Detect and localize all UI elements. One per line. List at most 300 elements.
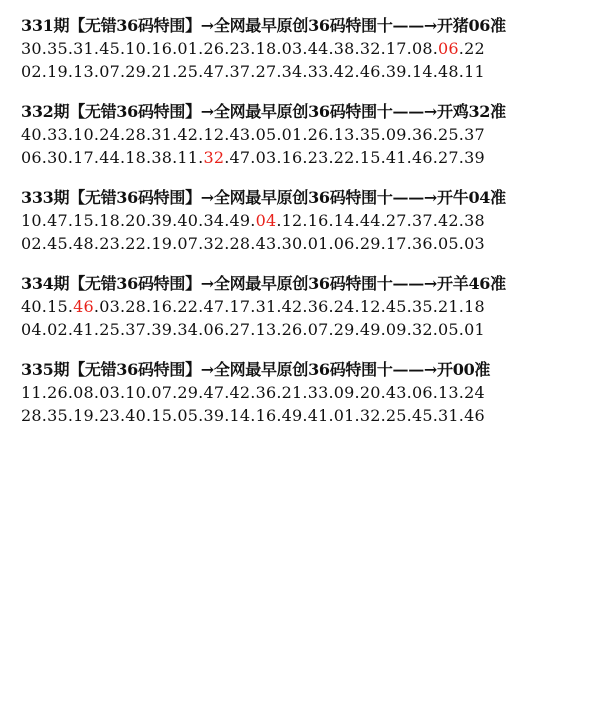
separator-dot: . (41, 234, 48, 253)
separator-dot: . (198, 320, 204, 339)
separator-dot: . (406, 62, 412, 81)
separator-dot: . (406, 211, 412, 230)
separator-dot: . (119, 62, 126, 81)
number-cell: 48 (438, 62, 459, 81)
separator-dot: . (250, 125, 256, 144)
number-cell: 29 (177, 383, 199, 402)
separator-dot: . (432, 406, 438, 425)
number-cell: 41 (73, 320, 94, 339)
separator-dot: . (458, 234, 465, 253)
separator-dot: . (67, 148, 74, 167)
number-cell: 43 (229, 125, 251, 144)
separator-dot: . (250, 297, 256, 316)
number-cell: 07 (99, 62, 120, 81)
hit-number: 06 (438, 39, 459, 58)
number-row (21, 123, 591, 146)
number-cell: 16 (307, 211, 329, 230)
separator-dot: . (250, 234, 256, 253)
number-cell: 07 (307, 320, 329, 339)
number-cell: 08 (73, 383, 94, 402)
number-cell: 41 (385, 148, 407, 167)
separator-dot: . (354, 148, 360, 167)
separator-dot: . (224, 39, 230, 58)
number-cell: 16 (151, 39, 173, 58)
separator-dot: . (380, 211, 386, 230)
number-row (21, 295, 591, 318)
separator-dot: . (146, 125, 152, 144)
hit-number: 32 (203, 148, 225, 167)
separator-dot: . (146, 320, 152, 339)
separator-dot: . (67, 39, 74, 58)
separator-dot: . (458, 125, 465, 144)
number-cell: 14 (333, 211, 355, 230)
separator-dot: . (93, 211, 100, 230)
separator-dot: . (119, 148, 126, 167)
separator-dot: . (276, 297, 282, 316)
number-cell: 39 (385, 62, 407, 81)
separator-dot: . (119, 406, 126, 425)
number-cell: 40 (21, 297, 42, 316)
number-cell: 37 (411, 211, 433, 230)
number-cell: 21 (151, 62, 173, 81)
number-cell: 23 (99, 406, 120, 425)
number-cell: 29 (359, 234, 381, 253)
number-cell: 42 (438, 211, 459, 230)
number-cell: 39 (151, 211, 173, 230)
number-cell: 28 (229, 234, 251, 253)
number-cell: 18 (125, 148, 147, 167)
number-cell: 15 (73, 211, 94, 230)
number-cell: 33 (307, 62, 329, 81)
separator-dot: . (406, 383, 412, 402)
number-cell: 36 (411, 234, 433, 253)
number-cell: 01 (333, 406, 355, 425)
separator-dot: . (432, 211, 438, 230)
number-cell: 27 (438, 148, 459, 167)
number-cell: 10 (73, 125, 94, 144)
separator-dot: . (198, 383, 204, 402)
separator-dot: . (302, 62, 308, 81)
number-row (21, 318, 591, 341)
number-cell: 36 (411, 125, 433, 144)
number-cell: 45 (47, 234, 68, 253)
separator-dot: . (172, 297, 178, 316)
number-cell: 18 (464, 297, 485, 316)
separator-dot: . (250, 148, 256, 167)
number-cell: 32 (359, 406, 381, 425)
separator-dot: . (328, 297, 334, 316)
separator-dot: . (93, 406, 100, 425)
separator-dot: . (276, 234, 282, 253)
separator-dot: . (172, 211, 178, 230)
number-cell: 05 (255, 125, 277, 144)
number-cell: 47 (203, 297, 225, 316)
number-cell: 06 (21, 148, 42, 167)
separator-dot: . (406, 234, 412, 253)
number-cell: 01 (281, 125, 303, 144)
separator-dot: . (302, 320, 308, 339)
separator-dot: . (224, 125, 230, 144)
number-cell: 27 (385, 211, 407, 230)
number-cell: 02 (21, 62, 42, 81)
number-cell: 37 (464, 125, 485, 144)
separator-dot: . (276, 39, 282, 58)
number-cell: 42 (229, 383, 251, 402)
number-cell: 15 (359, 148, 381, 167)
separator-dot: . (67, 406, 74, 425)
separator-dot: . (406, 320, 412, 339)
number-cell: 13 (255, 320, 277, 339)
number-cell: 21 (281, 383, 303, 402)
separator-dot: . (41, 297, 48, 316)
number-cell: 47 (203, 62, 225, 81)
number-cell: 12 (203, 125, 225, 144)
number-cell: 09 (385, 320, 407, 339)
number-cell: 20 (359, 383, 381, 402)
number-cell: 39 (464, 148, 485, 167)
separator-dot: . (432, 39, 438, 58)
number-cell: 03 (464, 234, 485, 253)
number-cell: 27 (255, 62, 277, 81)
number-cell: 11 (177, 148, 199, 167)
number-cell: 16 (255, 406, 277, 425)
number-cell: 05 (177, 406, 199, 425)
separator-dot: . (224, 297, 230, 316)
separator-dot: . (380, 125, 386, 144)
number-cell: 24 (333, 297, 355, 316)
number-cell: 17 (385, 39, 407, 58)
separator-dot: . (119, 125, 126, 144)
number-cell: 28 (125, 125, 147, 144)
number-cell: 11 (464, 62, 485, 81)
number-cell: 22 (464, 39, 485, 58)
number-cell: 16 (151, 297, 173, 316)
number-cell: 06 (203, 320, 225, 339)
number-cell: 03 (99, 297, 120, 316)
separator-dot: . (172, 383, 178, 402)
separator-dot: . (67, 211, 74, 230)
number-row (21, 60, 591, 83)
separator-dot: . (406, 297, 412, 316)
number-cell: 43 (385, 383, 407, 402)
separator-dot: . (119, 234, 126, 253)
separator-dot: . (250, 211, 256, 230)
number-cell: 45 (99, 39, 120, 58)
prediction-list (21, 14, 591, 444)
separator-dot: . (458, 383, 465, 402)
number-row (21, 209, 591, 232)
separator-dot: . (328, 234, 334, 253)
separator-dot: . (276, 62, 282, 81)
number-cell: 35 (411, 297, 433, 316)
number-cell: 22 (177, 297, 199, 316)
number-cell: 38 (464, 211, 485, 230)
separator-dot: . (328, 211, 334, 230)
separator-dot: . (458, 406, 465, 425)
number-cell: 25 (177, 62, 199, 81)
separator-dot: . (119, 320, 126, 339)
number-cell: 25 (385, 406, 407, 425)
separator-dot: . (380, 297, 386, 316)
separator-dot: . (458, 320, 465, 339)
number-cell: 28 (21, 406, 42, 425)
separator-dot: . (41, 320, 48, 339)
separator-dot: . (302, 383, 308, 402)
issue-header: 335期【无错36码特围】→全网最早原创36码特围十——→开00准 (21, 360, 491, 379)
separator-dot: . (198, 406, 204, 425)
separator-dot: . (41, 383, 48, 402)
separator-dot: . (41, 62, 48, 81)
separator-dot: . (276, 125, 282, 144)
separator-dot: . (276, 320, 282, 339)
separator-dot: . (119, 383, 126, 402)
number-cell: 05 (438, 320, 459, 339)
separator-dot: . (432, 62, 438, 81)
separator-dot: . (146, 234, 152, 253)
separator-dot: . (198, 297, 204, 316)
separator-dot: . (146, 383, 152, 402)
separator-dot: . (458, 297, 465, 316)
separator-dot: . (41, 125, 48, 144)
number-cell: 02 (47, 320, 68, 339)
number-cell: 35 (359, 125, 381, 144)
separator-dot: . (328, 39, 334, 58)
number-cell: 44 (307, 39, 329, 58)
number-cell: 46 (411, 148, 433, 167)
number-cell: 26 (281, 320, 303, 339)
number-cell: 37 (125, 320, 147, 339)
separator-dot: . (354, 320, 360, 339)
number-cell: 38 (333, 39, 355, 58)
issue-header: 332期【无错36码特围】→全网最早原创36码特围十——→开鸡32准 (21, 102, 506, 121)
separator-dot: . (146, 62, 152, 81)
number-cell: 40 (177, 211, 199, 230)
issue-header: 334期【无错36码特围】→全网最早原创36码特围十——→开羊46准 (21, 274, 506, 293)
number-cell: 03 (255, 148, 277, 167)
number-cell: 05 (438, 234, 459, 253)
number-cell: 04 (21, 320, 42, 339)
separator-dot: . (67, 125, 74, 144)
number-cell: 31 (438, 406, 459, 425)
number-cell: 32 (203, 234, 225, 253)
separator-dot: . (380, 320, 386, 339)
separator-dot: . (432, 148, 438, 167)
separator-dot: . (328, 125, 334, 144)
separator-dot: . (458, 62, 465, 81)
number-cell: 21 (438, 297, 459, 316)
number-cell: 47 (229, 148, 251, 167)
number-cell: 35 (47, 406, 68, 425)
separator-dot: . (172, 39, 178, 58)
hit-number: 04 (255, 211, 277, 230)
number-cell: 23 (99, 234, 120, 253)
separator-dot: . (93, 383, 100, 402)
issue-entry (21, 14, 591, 83)
number-cell: 24 (99, 125, 120, 144)
number-cell: 49 (229, 211, 251, 230)
separator-dot: . (93, 125, 100, 144)
separator-dot: . (302, 234, 308, 253)
number-cell: 23 (307, 148, 329, 167)
separator-dot: . (328, 148, 334, 167)
separator-dot: . (276, 211, 282, 230)
separator-dot: . (406, 406, 412, 425)
separator-dot: . (354, 62, 360, 81)
separator-dot: . (302, 39, 308, 58)
number-cell: 07 (177, 234, 199, 253)
separator-dot: . (93, 62, 100, 81)
number-cell: 13 (333, 125, 355, 144)
separator-dot: . (172, 320, 178, 339)
separator-dot: . (146, 297, 152, 316)
number-cell: 35 (47, 39, 68, 58)
separator-dot: . (302, 297, 308, 316)
number-cell: 40 (125, 406, 147, 425)
separator-dot: . (406, 39, 412, 58)
separator-dot: . (406, 148, 412, 167)
number-cell: 31 (255, 297, 277, 316)
separator-dot: . (146, 39, 152, 58)
separator-dot: . (432, 383, 438, 402)
separator-dot: . (276, 383, 282, 402)
number-cell: 32 (411, 320, 433, 339)
separator-dot: . (93, 39, 100, 58)
separator-dot: . (354, 211, 360, 230)
number-cell: 03 (99, 383, 120, 402)
number-cell: 14 (229, 406, 251, 425)
number-cell: 32 (359, 39, 381, 58)
separator-dot: . (172, 62, 178, 81)
number-row (21, 146, 591, 169)
separator-dot: . (250, 383, 256, 402)
number-cell: 25 (438, 125, 459, 144)
separator-dot: . (67, 383, 74, 402)
number-cell: 12 (359, 297, 381, 316)
number-row (21, 37, 591, 60)
hit-number: 46 (73, 297, 94, 316)
number-cell: 01 (464, 320, 485, 339)
number-cell: 40 (21, 125, 42, 144)
separator-dot: . (67, 234, 74, 253)
separator-dot: . (198, 62, 204, 81)
separator-dot: . (41, 406, 48, 425)
number-cell: 33 (47, 125, 68, 144)
number-cell: 15 (151, 406, 173, 425)
number-cell: 33 (307, 383, 329, 402)
number-cell: 01 (307, 234, 329, 253)
number-cell: 09 (333, 383, 355, 402)
number-cell: 12 (281, 211, 303, 230)
separator-dot: . (198, 125, 204, 144)
number-cell: 22 (125, 234, 147, 253)
number-cell: 30 (281, 234, 303, 253)
number-cell: 02 (21, 234, 42, 253)
number-cell: 49 (359, 320, 381, 339)
number-cell: 37 (229, 62, 251, 81)
number-row (21, 404, 591, 427)
number-cell: 30 (47, 148, 68, 167)
number-cell: 24 (464, 383, 485, 402)
number-cell: 16 (281, 148, 303, 167)
separator-dot: . (380, 383, 386, 402)
issue-entry (21, 358, 591, 427)
separator-dot: . (328, 320, 334, 339)
separator-dot: . (328, 406, 334, 425)
separator-dot: . (172, 148, 178, 167)
number-cell: 43 (255, 234, 277, 253)
number-cell: 36 (255, 383, 277, 402)
separator-dot: . (302, 148, 308, 167)
number-cell: 42 (177, 125, 199, 144)
separator-dot: . (224, 383, 230, 402)
separator-dot: . (146, 211, 152, 230)
number-cell: 25 (99, 320, 120, 339)
number-cell: 26 (47, 383, 68, 402)
number-cell: 15 (47, 297, 68, 316)
separator-dot: . (198, 211, 204, 230)
separator-dot: . (224, 234, 230, 253)
number-cell: 47 (203, 383, 225, 402)
number-cell: 08 (411, 39, 433, 58)
separator-dot: . (380, 39, 386, 58)
separator-dot: . (41, 148, 48, 167)
separator-dot: . (67, 62, 74, 81)
separator-dot: . (198, 148, 204, 167)
separator-dot: . (250, 406, 256, 425)
separator-dot: . (458, 211, 465, 230)
separator-dot: . (172, 406, 178, 425)
number-cell: 22 (333, 148, 355, 167)
separator-dot: . (93, 148, 100, 167)
separator-dot: . (250, 320, 256, 339)
number-cell: 17 (73, 148, 94, 167)
number-cell: 41 (307, 406, 329, 425)
number-cell: 14 (411, 62, 433, 81)
separator-dot: . (302, 125, 308, 144)
separator-dot: . (119, 39, 126, 58)
issue-entry (21, 186, 591, 255)
separator-dot: . (224, 211, 230, 230)
separator-dot: . (354, 297, 360, 316)
number-cell: 46 (359, 62, 381, 81)
number-cell: 17 (229, 297, 251, 316)
number-cell: 36 (307, 297, 329, 316)
number-cell: 34 (281, 62, 303, 81)
separator-dot: . (93, 234, 100, 253)
separator-dot: . (380, 62, 386, 81)
separator-dot: . (146, 406, 152, 425)
issue-header: 333期【无错36码特围】→全网最早原创36码特围十——→开牛04准 (21, 188, 506, 207)
number-cell: 07 (151, 383, 173, 402)
separator-dot: . (119, 211, 126, 230)
separator-dot: . (276, 148, 282, 167)
separator-dot: . (380, 406, 386, 425)
separator-dot: . (276, 406, 282, 425)
separator-dot: . (172, 125, 178, 144)
number-cell: 48 (73, 234, 94, 253)
number-cell: 23 (229, 39, 251, 58)
number-cell: 31 (151, 125, 173, 144)
number-cell: 44 (99, 148, 120, 167)
number-cell: 09 (385, 125, 407, 144)
issue-entry (21, 272, 591, 341)
separator-dot: . (93, 320, 100, 339)
separator-dot: . (93, 297, 100, 316)
separator-dot: . (250, 62, 256, 81)
number-cell: 39 (203, 406, 225, 425)
number-cell: 29 (333, 320, 355, 339)
number-cell: 10 (21, 211, 42, 230)
